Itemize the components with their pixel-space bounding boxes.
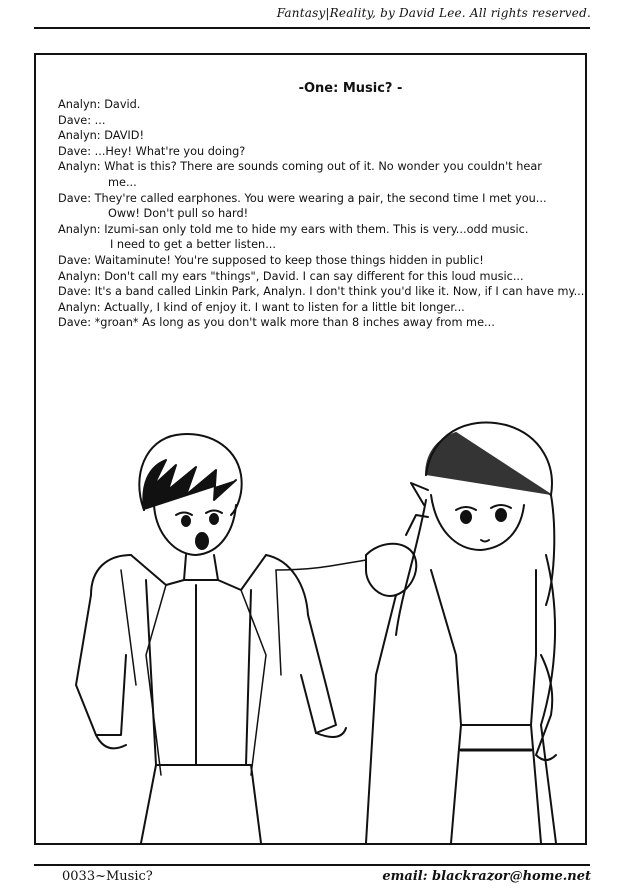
- dialogue-line: Dave: Waitaminute! You're supposed to keep those things hidden in public!: [58, 253, 484, 267]
- page-label: 0033~Music?: [62, 869, 153, 884]
- dialogue-line: Analyn: DAVID!: [58, 129, 144, 143]
- panel-title: -One: Music? -: [298, 81, 403, 96]
- dialogue-line: Oww! Don't pull so hard!: [108, 207, 249, 221]
- analyn-figure: [366, 422, 556, 843]
- character-illustration: [36, 355, 585, 843]
- dialogue-line: Dave: They're called earphones. You were wearing a pair, the second time I met you...: [58, 191, 547, 205]
- header-credit: Fantasy|Reality, by David Lee. All rights reserved.: [276, 6, 591, 20]
- dialogue-line: Dave: *groan* As long as you don't walk more than 8 inches away from me...: [58, 316, 495, 330]
- dialogue-line: me...: [108, 175, 137, 189]
- top-rule: [34, 27, 590, 29]
- dialogue-line: Analyn: Don't call my ears "things", David. I can say different for this loud music...: [58, 269, 524, 283]
- comic-panel: [34, 53, 587, 845]
- dialogue-line: Analyn: Actually, I kind of enjoy it. I want to listen for a little bit longer...: [58, 300, 465, 314]
- dialogue-line: Dave: ...Hey! What're you doing?: [58, 144, 246, 158]
- dialogue-line: Analyn: Izumi-san only told me to hide my ears with them. This is very...odd music.: [58, 222, 529, 236]
- dialogue-line: I need to get a better listen...: [110, 238, 276, 252]
- email-credit: email: blackrazor@home.net: [382, 869, 591, 884]
- dialogue-line: Analyn: What is this? There are sounds coming out of it. No wonder you couldn't hear: [58, 160, 542, 174]
- dialogue-line: Dave: ...: [58, 113, 106, 127]
- dialogue-line: Analyn: David.: [58, 98, 141, 111]
- dialogue-line: Dave: It's a band called Linkin Park, Analyn. I don't think you'd like it. Now, if I can have my...: [58, 285, 585, 299]
- bottom-rule: [34, 864, 590, 866]
- dialogue-block: [58, 97, 583, 331]
- dave-figure: [76, 434, 346, 843]
